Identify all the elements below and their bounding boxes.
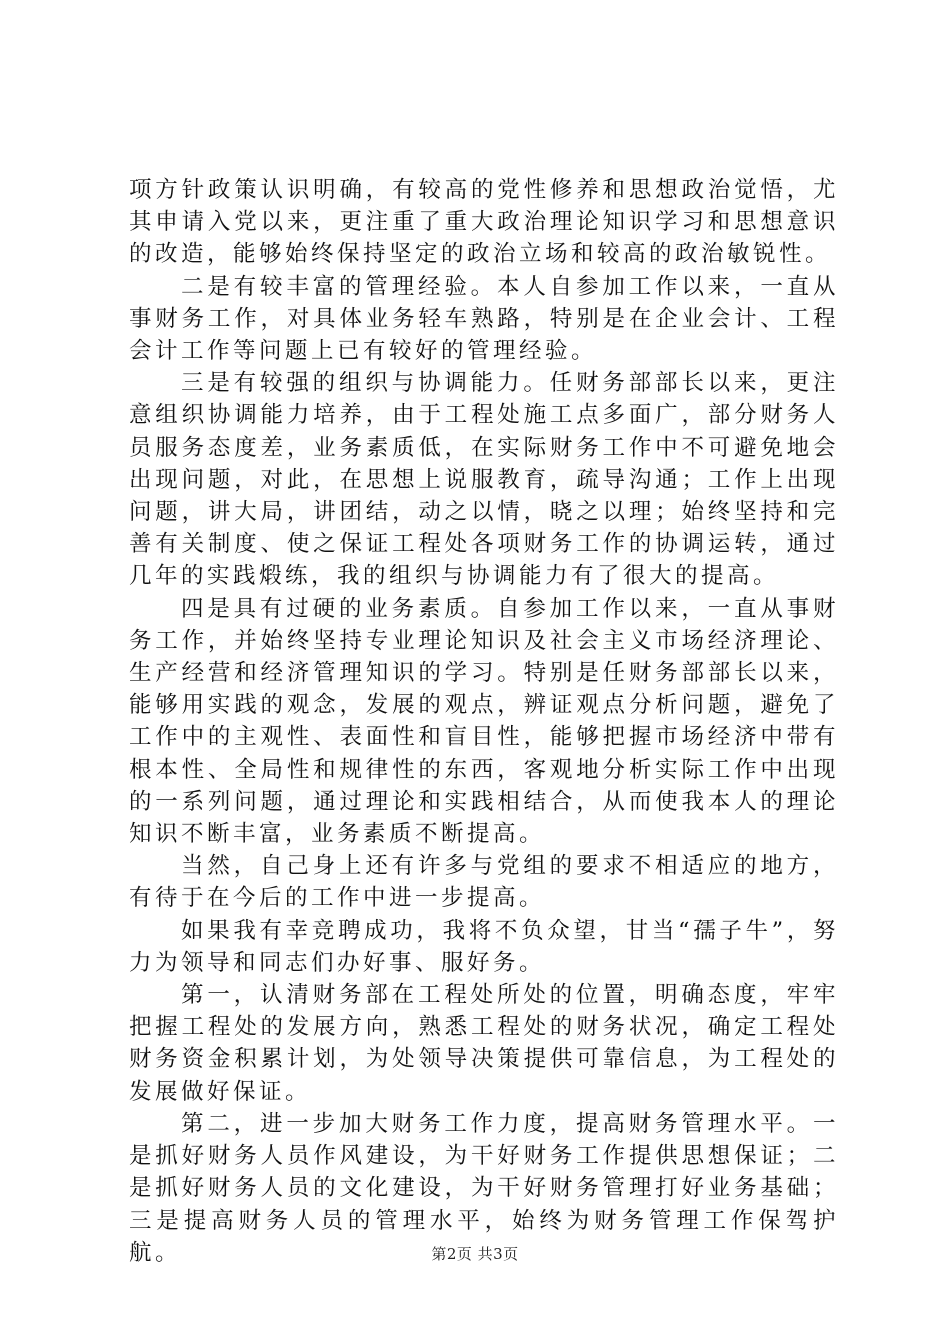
paragraph-first-point: 第一，认清财务部在工程处所处的位置，明确态度，牢牢把握工程处的发展方向，熟悉工程处的财务状况，确定工程处财务资金积累计划，为处领导决策提供可靠信息，为工程处的发展做好保证。 <box>129 982 839 1105</box>
paragraph-commitment: 如果我有幸竞聘成功，我将不负众望，甘当“孺子牛”，努力为领导和同志们办好事、服好务。 <box>129 917 839 976</box>
paragraph-management-experience: 二是有较丰富的管理经验。本人自参加工作以来，一直从事财务工作，对具体业务轻车熟路，特别是在企业会计、工程会计工作等问题上已有较好的管理经验。 <box>129 273 839 365</box>
paragraph-business-quality: 四是具有过硬的业务素质。自参加工作以来，一直从事财务工作，并始终坚持专业理论知识及社会主义市场经济理论、生产经营和经济管理知识的学习。特别是任财务部部长以来，能够用实践的观念，发展的观点，辨证观点分析问题，避免了工作中的主观性、表面性和盲目性，能够把握市场经济中带有根本性、全局性和规律性的东西，客观地分析实际工作中出现的一系列问题，通过理论和实践相结合，从而使我本人的理论知识不断丰富，业务素质不断提高。 <box>129 595 839 848</box>
document-body <box>129 174 839 1269</box>
paragraph-coordination-ability: 三是有较强的组织与协调能力。任财务部部长以来，更注意组织协调能力培养，由于工程处施工点多面广，部分财务人员服务态度差，业务素质低，在实际财务工作中不可避免地会出现问题，对此，在思想上说服教育，疏导沟通；工作上出现问题，讲大局，讲团结，动之以情，晓之以理；始终坚持和完善有关制度、使之保证工程处各项财务工作的协调运转，通过几年的实践煅练，我的组织与协调能力有了很大的提高。 <box>129 370 839 590</box>
paragraph-second-point: 第二，进一步加大财务工作力度，提高财务管理水平。一是抓好财务人员作风建设，为干好财务工作提供思想保证；二是抓好财务人员的文化建设，为干好财务管理打好业务基础；三是提高财务人员的管理水平，始终为财务管理工作保驾护航。 <box>129 1110 839 1266</box>
page-number-footer: 第2页 共3页 <box>431 1245 519 1263</box>
paragraph-shortcomings: 当然，自己身上还有许多与党组的要求不相适应的地方，有待于在今后的工作中进一步提高。 <box>129 853 839 912</box>
paragraph-continued: 项方针政策认识明确，有较高的党性修养和思想政治觉悟，尤其申请入党以来，更注重了重大政治理论知识学习和思想意识的改造，能够始终保持坚定的政治立场和较高的政治敏锐性。 <box>129 177 839 268</box>
